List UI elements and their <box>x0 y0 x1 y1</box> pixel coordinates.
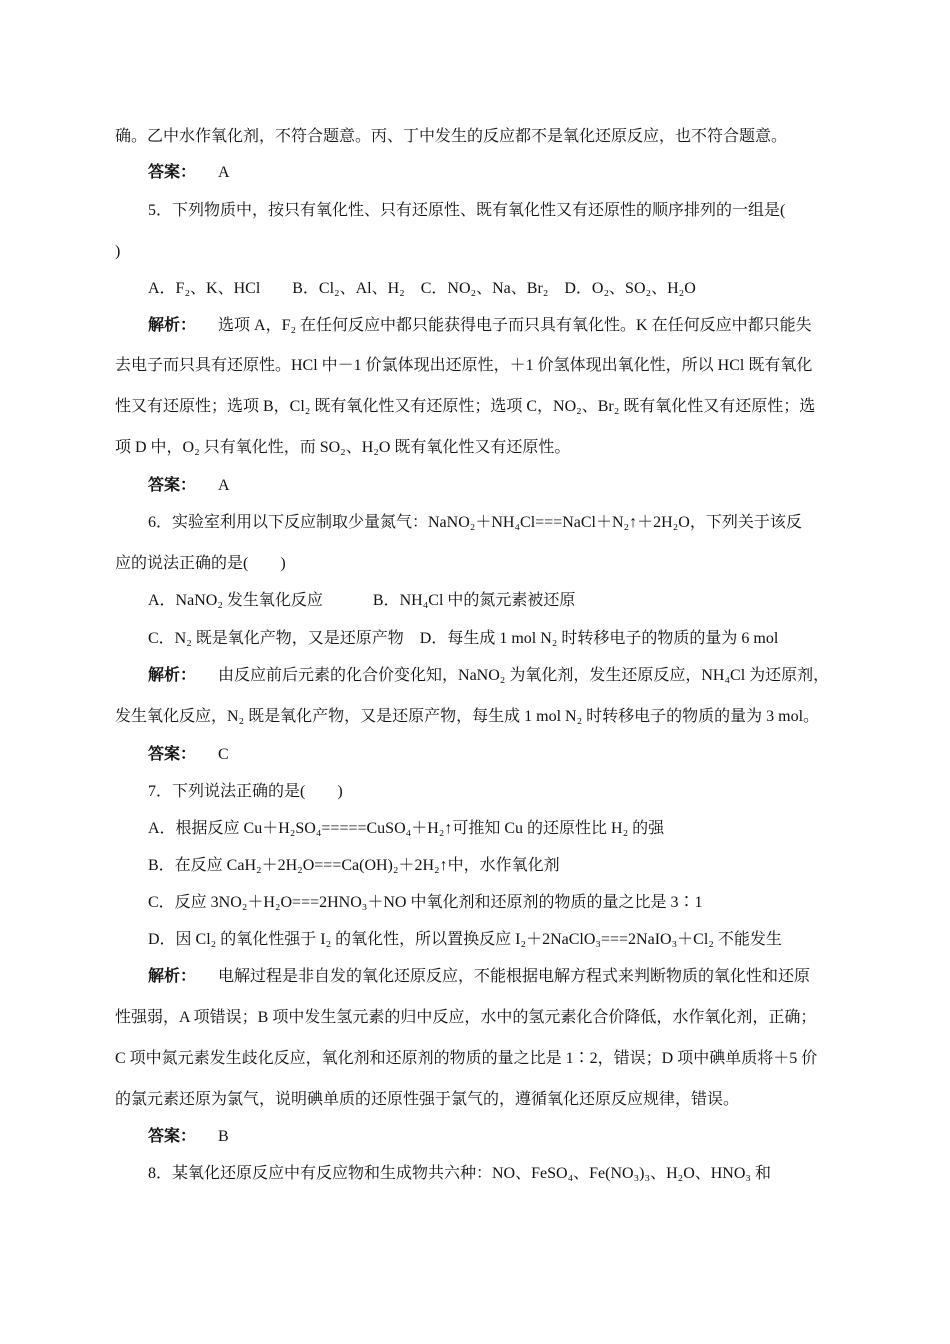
question-5-stem: 5．下列物质中，按只有氧化性、只有还原性、既有氧化性又有还原性的顺序排列的一组是( <box>148 202 786 219</box>
explanation-line: 的氯元素还原为氯气，说明碘单质的还原性强于氯气的，遵循氧化还原反应规律，错误。 <box>115 1091 740 1108</box>
explanation-line: 发生氧化反应，N₂ 既是氧化产物，又是还原产物，每生成 1 mol N₂ 时转移电子的物质的量为 3 mol。 <box>115 708 820 725</box>
explanation-line <box>148 967 810 987</box>
explanation-line <box>148 666 829 686</box>
answer-value: C <box>218 746 229 763</box>
question-7-stem: 7．下列说法正确的是( ) <box>148 783 343 800</box>
answer-label: 答案： <box>148 1128 197 1145</box>
explanation-text: 由反应前后元素的化合价变化知，NaNO₂ 为氧化剂，发生还原反应，NH₄Cl 为还原剂， <box>218 667 830 684</box>
explanation-label: 解析： <box>148 968 197 985</box>
question-8-stem: 8．某氧化还原反应中有反应物和生成物共六种：NO、FeSO₄、Fe(NO₃)₃、H₂O、HNO₃ 和 <box>148 1165 771 1182</box>
answer-label: 答案： <box>148 746 197 763</box>
answer-line <box>148 163 230 183</box>
text-line: 确。乙中水作氧化剂，不符合题意。丙、丁中发生的反应都不是氧化还原反应，也不符合题意。 <box>115 128 788 145</box>
question-5-options: A．F₂、K、HCl B．Cl₂、Al、H₂ C．NO₂、Na、Br₂ D．O₂、SO₂、H₂O <box>148 280 696 297</box>
question-7-option-d: D．因 Cl₂ 的氧化性强于 I₂ 的氧化性，所以置换反应 I₂＋2NaClO₃===2NaIO₃＋Cl₂ 不能发生 <box>148 931 782 948</box>
answer-line <box>148 745 229 765</box>
option-b: B．NH₄Cl 中的氮元素被还原 <box>372 592 576 609</box>
question-6-stem: 6．实验室利用以下反应制取少量氮气：NaNO₂＋NH₄Cl===NaCl＋N₂↑＋2H₂O，下列关于该反 <box>148 514 802 531</box>
option-a: A．NaNO₂ 发生氧化反应 <box>148 592 323 609</box>
explanation-label: 解析： <box>148 667 197 684</box>
explanation-line: C 项中氮元素发生歧化反应，氧化剂和还原剂的物质的量之比是 1∶2，错误；D 项中碘单质将＋5 价 <box>115 1050 818 1067</box>
explanation-line: 项 D 中，O₂ 只有氧化性，而 SO₂、H₂O 既有氧化性又有还原性。 <box>115 439 571 456</box>
question-5-close: ) <box>115 243 121 260</box>
answer-value: A <box>218 477 230 494</box>
answer-line <box>148 1127 229 1147</box>
explanation-text: 电解过程是非自发的氧化还原反应，不能根据电解方程式来判断物质的氧化性和还原 <box>218 968 811 985</box>
explanation-label: 解析： <box>148 317 197 334</box>
question-7-option-c: C．反应 3NO₂＋H₂O===2HNO₃＋NO 中氧化剂和还原剂的物质的量之比是 3∶1 <box>148 894 703 911</box>
explanation-line: 性强弱，A 项错误；B 项中发生氢元素的归中反应，水中的氢元素化合价降低，水作氧化剂，正确； <box>115 1009 817 1026</box>
explanation-line: 性又有还原性；选项 B，Cl₂ 既有氧化性又有还原性；选项 C，NO₂、Br₂ 既有氧化性又有还原性；选 <box>115 398 816 415</box>
answer-value: B <box>218 1128 229 1145</box>
question-6-options-ab <box>148 591 575 611</box>
explanation-line <box>148 316 812 336</box>
question-7-option-a: A．根据反应 Cu＋H₂SO₄=====CuSO₄＋H₂↑可推知 Cu 的还原性比 H₂ 的强 <box>148 820 665 837</box>
question-6-stem: 应的说法正确的是( ) <box>115 555 286 572</box>
question-6-options-cd: C．N₂ 既是氧化产物，又是还原产物 D．每生成 1 mol N₂ 时转移电子的物质的量为 6 mol <box>148 630 779 647</box>
explanation-text: 选项 A，F₂ 在任何反应中都只能获得电子而只具有氧化性。K 在任何反应中都只能失 <box>218 317 812 334</box>
answer-line <box>148 476 230 496</box>
question-7-option-b: B．在反应 CaH₂＋2H₂O===Ca(OH)₂＋2H₂↑中，水作氧化剂 <box>148 857 560 874</box>
answer-label: 答案： <box>148 477 197 494</box>
explanation-line: 去电子而只具有还原性。HCl 中－1 价氯体现出还原性，＋1 价氢体现出氧化性，所以 HCl 既有氧化 <box>115 357 813 374</box>
answer-label: 答案： <box>148 164 197 181</box>
answer-value: A <box>218 164 230 181</box>
